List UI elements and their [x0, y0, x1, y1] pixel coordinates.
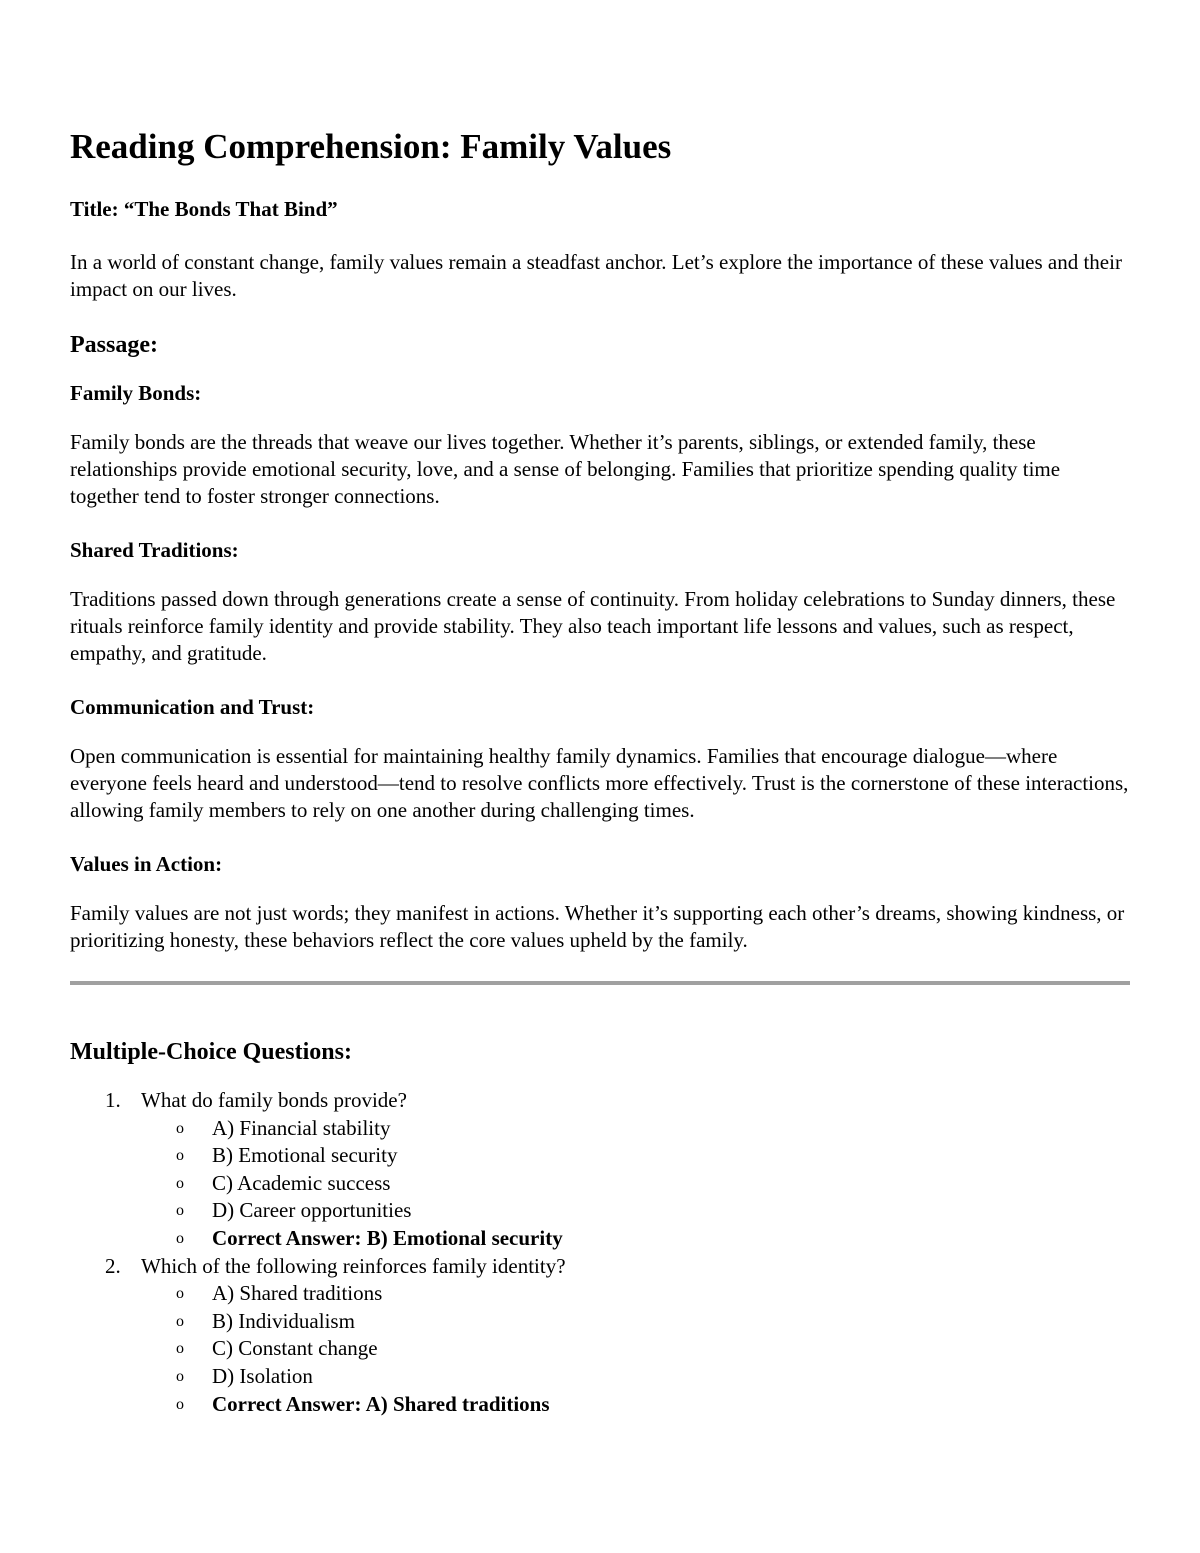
bullet-icon: o — [176, 1174, 184, 1192]
option-text: A) Shared traditions — [212, 1281, 383, 1306]
document-heading: Reading Comprehension: Family Values — [70, 127, 672, 166]
question-text: Which of the following reinforces family identity? — [141, 1253, 566, 1278]
question-list — [70, 1087, 1130, 1418]
option-text: B) Emotional security — [212, 1143, 398, 1168]
correct-answer: Correct Answer: A) Shared traditions — [212, 1391, 550, 1416]
horizontal-divider — [70, 981, 1130, 985]
option-item — [70, 1115, 1130, 1143]
section-shared-traditions — [70, 537, 1130, 667]
bullet-icon: o — [176, 1119, 184, 1137]
bullet-icon: o — [176, 1202, 184, 1220]
section-heading: Communication and Trust: — [70, 695, 315, 719]
option-item — [70, 1225, 1130, 1253]
correct-answer: Correct Answer: B) Emotional security — [212, 1225, 563, 1250]
question-1 — [70, 1087, 1130, 1253]
option-list — [141, 1115, 1130, 1253]
option-item — [70, 1280, 1130, 1308]
bullet-icon: o — [176, 1229, 184, 1247]
section-family-bonds — [70, 380, 1130, 510]
option-text: B) Individualism — [212, 1308, 355, 1333]
mcq-heading: Multiple-Choice Questions: — [70, 1039, 352, 1065]
bullet-icon: o — [176, 1340, 184, 1358]
section-paragraph: Traditions passed down through generations create a sense of continuity. From holiday celebrations to Sunday dinners, these rituals reinforce family identity and provide stability. They also teach important life lessons and values, such as respect, empathy, and gratitude. — [70, 587, 1116, 665]
section-paragraph: Family values are not just words; they manifest in actions. Whether it’s supporting each other’s dreams, showing kindness, or prioritizing honesty, these behaviors reflect the core values upheld by the family. — [70, 901, 1125, 952]
section-communication-trust — [70, 694, 1130, 824]
option-item — [70, 1170, 1130, 1198]
bullet-icon: o — [176, 1395, 184, 1413]
option-text: D) Career opportunities — [212, 1198, 412, 1223]
option-item — [70, 1142, 1130, 1170]
option-item — [70, 1335, 1130, 1363]
option-text: A) Financial stability — [212, 1115, 391, 1140]
question-number: 2. — [105, 1253, 121, 1278]
option-text: D) Isolation — [212, 1363, 313, 1388]
option-list — [141, 1280, 1130, 1418]
section-heading: Values in Action: — [70, 852, 223, 876]
section-heading: Family Bonds: — [70, 381, 202, 405]
section-paragraph: Open communication is essential for maintaining healthy family dynamics. Families that encourage dialogue—where everyone feels heard and understood—tend to resolve conflicts more effectively. Trust is the cornerstone of these interactions, allowing family members to rely on one another during challenging times. — [70, 744, 1129, 822]
bullet-icon: o — [176, 1285, 184, 1303]
option-text: C) Academic success — [212, 1170, 391, 1195]
question-number: 1. — [105, 1088, 121, 1112]
question-2 — [70, 1253, 1130, 1419]
section-paragraph: Family bonds are the threads that weave our lives together. Whether it’s parents, siblings, or extended family, these relationships provide emotional security, love, and a sense of belonging. Families that prioritize spending quality time together tend to foster stronger connections. — [70, 430, 1061, 508]
question-text: What do family bonds provide? — [141, 1088, 407, 1112]
bullet-icon: o — [176, 1147, 184, 1165]
document-title-line: Title: “The Bonds That Bind” — [70, 197, 338, 221]
bullet-icon: o — [176, 1367, 184, 1385]
section-heading: Shared Traditions: — [70, 538, 239, 562]
option-item — [70, 1363, 1130, 1391]
option-item — [70, 1197, 1130, 1225]
option-item — [70, 1391, 1130, 1419]
section-values-in-action — [70, 851, 1130, 954]
option-text: C) Constant change — [212, 1336, 378, 1361]
option-item — [70, 1308, 1130, 1336]
passage-heading: Passage: — [70, 332, 158, 358]
intro-paragraph: In a world of constant change, family values remain a steadfast anchor. Let’s explore the importance of these values and their impact on our lives. — [70, 250, 1122, 301]
bullet-icon: o — [176, 1312, 184, 1330]
